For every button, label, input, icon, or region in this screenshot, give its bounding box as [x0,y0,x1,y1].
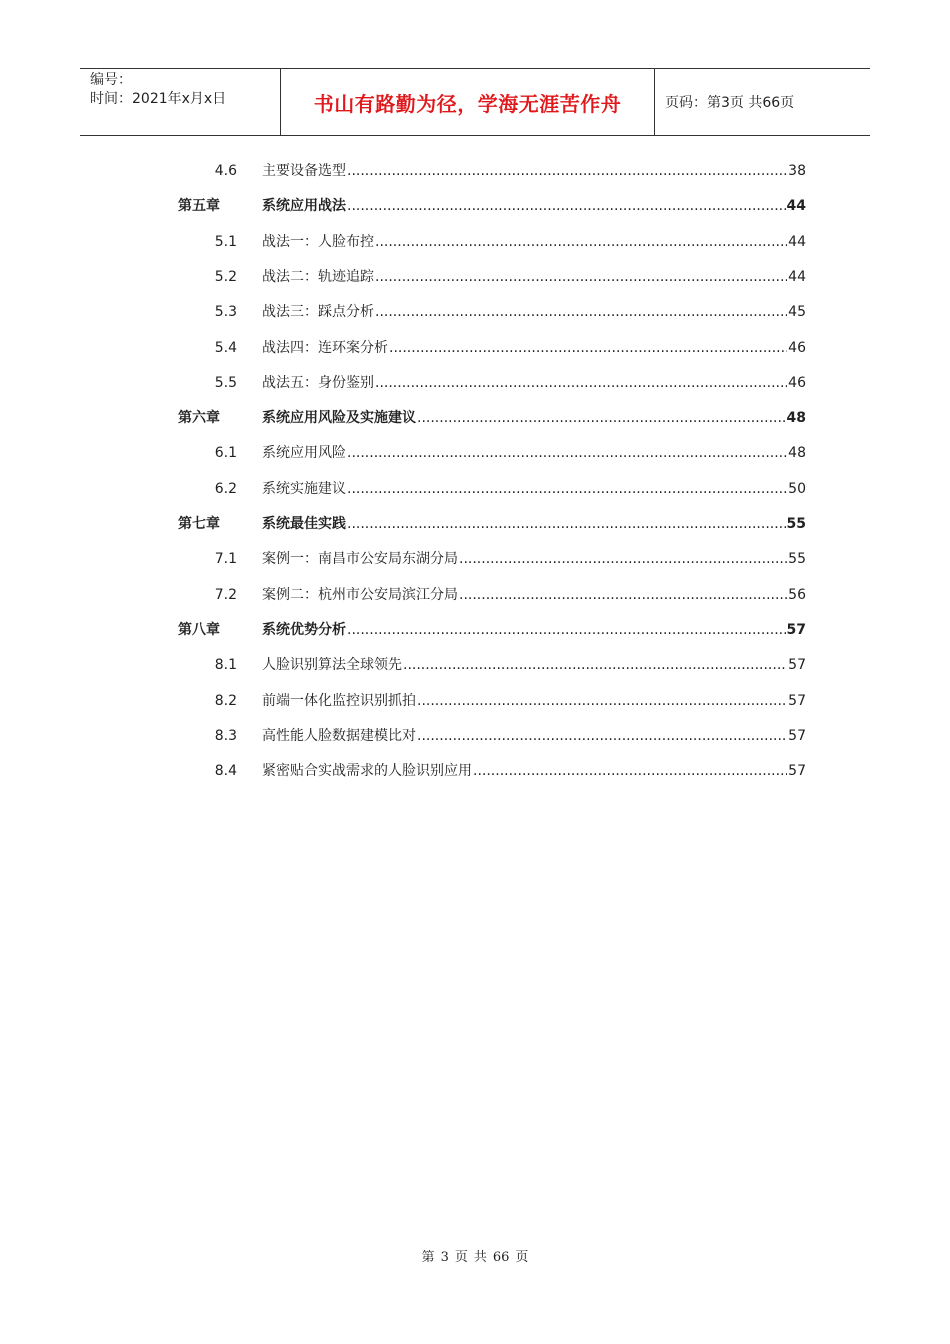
toc-dot-leader [459,548,787,570]
toc-entry[interactable] [178,407,806,429]
toc-entry-page: 44 [788,233,806,250]
toc-entry-number: 6.2 [214,480,237,497]
toc-entry-title: 战法二：轨迹追踪 [262,268,374,285]
toc-entry-line [262,654,806,676]
page-footer [0,1246,950,1265]
toc-dot-leader [347,513,786,535]
footer-total-pages: 66 [492,1250,510,1265]
footer-word-ye: 页 [454,1250,468,1265]
toc-entry-title: 战法五：身份鉴别 [262,374,374,391]
toc-entry-page: 44 [788,268,806,285]
toc-entry-title: 主要设备选型 [262,163,346,179]
toc-entry-number: 第五章 [178,198,220,215]
toc-entry-line [262,372,806,394]
toc-entry[interactable] [178,231,806,253]
footer-word-gong: 共 [473,1250,487,1265]
toc-dot-leader [375,372,787,394]
toc-entry-line [262,160,806,182]
footer-word-ye-2: 页 [515,1250,529,1265]
toc-entry-title: 系统应用风险及实施建议 [262,410,416,427]
toc-entry-number: 第七章 [178,516,220,532]
toc-entry-page: 57 [788,727,806,744]
toc-dot-leader [403,654,787,676]
toc-entry-title: 高性能人脸数据建模比对 [262,727,416,744]
toc-entry-number: 7.1 [214,551,237,568]
toc-entry[interactable] [178,548,806,570]
toc-dot-leader [473,760,787,782]
toc-dot-leader [417,407,786,429]
toc-entry-page: 56 [788,586,806,603]
toc-entry[interactable] [178,584,806,606]
toc-entry-number: 7.2 [214,586,237,603]
toc-entry-line [262,760,806,782]
toc-entry[interactable] [178,442,806,464]
header-meta [80,69,281,135]
toc-entry[interactable] [178,725,806,747]
toc-dot-leader [375,266,787,288]
toc-entry-number: 5.5 [214,374,237,391]
toc-entry-title: 紧密贴合实战需求的人脸识别应用 [262,763,472,780]
toc-dot-leader [389,337,787,359]
toc-entry-page: 50 [788,480,806,497]
header-motto: 书山有路勤为径，学海无涯苦作舟 [281,69,655,135]
toc-entry-title: 系统实施建议 [262,480,346,497]
page-header [80,68,870,136]
toc-dot-leader [347,619,786,641]
toc-entry-line [262,266,806,288]
toc-entry[interactable] [178,337,806,359]
toc-entry-page: 55 [786,516,806,532]
toc-entry-title: 案例二：杭州市公安局滨江分局 [262,586,458,603]
toc-entry[interactable] [178,690,806,712]
toc-entry-title: 战法三：踩点分析 [262,304,374,321]
toc-entry[interactable] [178,478,806,500]
toc-entry-page: 57 [788,763,806,780]
footer-word-di: 第 [421,1250,435,1265]
toc-entry-number: 5.1 [214,233,237,250]
toc-entry[interactable] [178,654,806,676]
toc-entry-title: 案例一：南昌市公安局东湖分局 [262,551,458,568]
toc-dot-leader [347,195,786,217]
toc-entry-page: 57 [788,692,806,709]
toc-entry[interactable] [178,266,806,288]
toc-entry-number: 6.1 [214,445,237,462]
toc-entry-number: 8.4 [214,763,237,780]
toc-entry-line [262,337,806,359]
toc-entry-line [262,513,806,535]
toc-entry-number: 5.2 [214,268,237,285]
toc-entry-title: 前端一体化监控识别抓拍 [262,692,416,709]
toc-entry-number: 第八章 [178,621,220,638]
toc-entry-number: 8.3 [214,727,237,744]
toc-entry[interactable] [178,195,806,217]
toc-entry-line [262,548,806,570]
toc-dot-leader [417,725,787,747]
toc-entry-page: 48 [786,410,806,427]
toc-entry[interactable] [178,160,806,182]
toc-entry-number: 8.2 [214,692,237,709]
toc-entry-title: 战法四：连环案分析 [262,339,388,356]
toc-entry-page: 46 [788,339,806,356]
toc-entry-line [262,231,806,253]
toc-entry-title: 系统优势分析 [262,621,346,638]
toc-entry[interactable] [178,372,806,394]
toc-entry-number: 第六章 [178,410,220,427]
toc-entry-page: 45 [788,304,806,321]
toc-entry[interactable] [178,619,806,641]
toc-dot-leader [347,478,787,500]
toc-entry-line [262,619,806,641]
toc-dot-leader [347,442,787,464]
footer-page-number: 3 [440,1250,449,1265]
toc-entry-title: 人脸识别算法全球领先 [262,657,402,674]
toc-entry-page: 57 [786,621,806,638]
toc-dot-leader [417,690,787,712]
toc-dot-leader [347,160,787,182]
toc-entry-line [262,442,806,464]
toc-entry-line [262,301,806,323]
toc-entry[interactable] [178,760,806,782]
toc-entry-line [262,195,806,217]
toc-entry-page: 48 [788,445,806,462]
toc-entry-line [262,407,806,429]
code-label: 编号： [90,72,132,88]
toc-entry-title: 系统最佳实践 [262,516,346,532]
toc-entry-page: 57 [788,657,806,674]
toc-entry-number: 5.4 [214,339,237,356]
toc-entry-page: 38 [788,163,806,179]
toc-entry[interactable] [178,513,806,535]
toc-entry-line [262,725,806,747]
toc-entry-title: 系统应用风险 [262,445,346,462]
toc-dot-leader [459,584,787,606]
toc-entry-page: 46 [788,374,806,391]
toc-entry-title: 战法一：人脸布控 [262,233,374,250]
toc-dot-leader [375,301,787,323]
toc-dot-leader [375,231,787,253]
toc-entry-line [262,478,806,500]
toc-entry-page: 44 [786,198,806,215]
toc-entry-number: 4.6 [214,163,237,179]
time-label: 时间：2021年x月x日 [90,91,227,107]
toc-entry-number: 5.3 [214,304,237,321]
toc-entry-line [262,584,806,606]
toc-entry[interactable] [178,301,806,323]
header-page-info: 页码：第3页 共66页 [665,95,795,111]
toc-entry-number: 8.1 [214,657,237,674]
toc-entry-line [262,690,806,712]
toc-entry-title: 系统应用战法 [262,198,346,215]
toc-entry-page: 55 [788,551,806,568]
